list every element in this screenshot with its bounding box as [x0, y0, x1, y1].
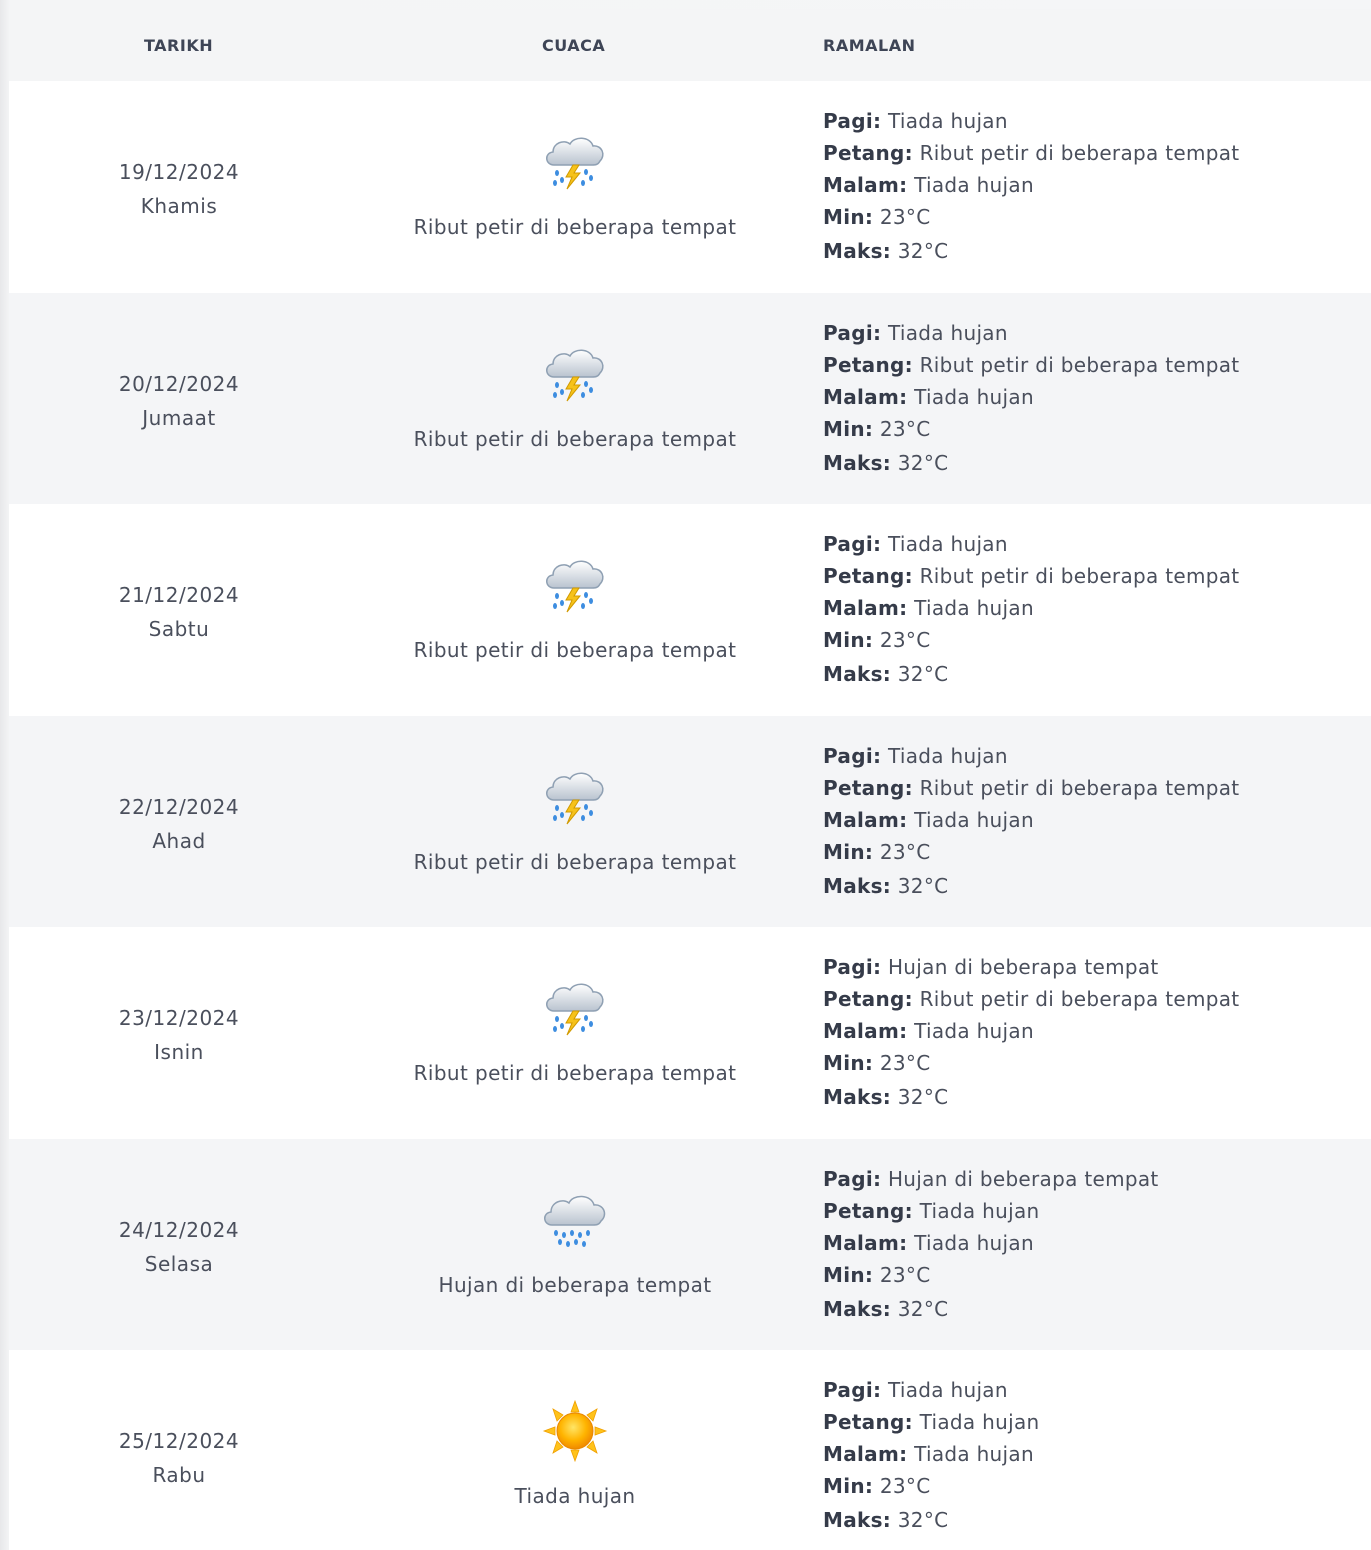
- night-label: Malam:: [823, 596, 908, 620]
- date-cell: [79, 1213, 279, 1281]
- weather-label: Ribut petir di beberapa tempat: [413, 1061, 737, 1085]
- header-forecast: RAMALAN: [823, 36, 916, 55]
- min-label: Min:: [823, 628, 874, 652]
- forecast-morning: [823, 317, 1363, 349]
- date-text: 25/12/2024: [118, 1429, 240, 1453]
- min-value: 23°C: [879, 1474, 931, 1498]
- afternoon-value: Ribut petir di beberapa tempat: [919, 564, 1240, 588]
- weather-cell: [379, 554, 771, 662]
- afternoon-value: Tiada hujan: [919, 1198, 1040, 1223]
- forecast-afternoon: [823, 983, 1363, 1015]
- min-label: Min:: [823, 416, 874, 441]
- night-value: Tiada hujan: [914, 1230, 1034, 1255]
- max-value: 32°C: [897, 873, 949, 898]
- min-value: 23°C: [879, 1051, 931, 1075]
- max-value: 32°C: [897, 1085, 949, 1109]
- afternoon-label: Petang:: [823, 1198, 913, 1223]
- max-label: Maks:: [823, 450, 892, 475]
- rain-cloud-icon: [540, 1189, 610, 1251]
- min-label: Min:: [823, 205, 874, 229]
- max-value: 32°C: [897, 450, 949, 475]
- afternoon-value: Ribut petir di beberapa tempat: [919, 775, 1240, 800]
- date-cell: [79, 367, 279, 435]
- night-label: Malam:: [823, 384, 908, 409]
- afternoon-value: Ribut petir di beberapa tempat: [919, 987, 1240, 1011]
- morning-value: Tiada hujan: [887, 320, 1008, 345]
- forecast-night: [823, 381, 1363, 413]
- thunderstorm-icon: [540, 977, 610, 1039]
- date-text: 21/12/2024: [118, 583, 240, 607]
- afternoon-label: Petang:: [823, 1410, 913, 1434]
- day-name: Isnin: [154, 1040, 204, 1064]
- weather-cell: [379, 343, 771, 451]
- table-row: [9, 504, 1371, 716]
- header-weather: CUACA: [542, 36, 606, 55]
- forecast-max: [823, 1504, 1363, 1536]
- max-label: Maks:: [823, 1085, 892, 1109]
- date-text: 20/12/2024: [118, 371, 240, 396]
- forecast-morning: [823, 528, 1363, 560]
- forecast-night: [823, 1438, 1363, 1470]
- forecast-morning: [823, 951, 1363, 983]
- header-date: TARIKH: [144, 36, 214, 55]
- morning-value: Tiada hujan: [887, 1378, 1008, 1402]
- min-value: 23°C: [879, 205, 931, 229]
- min-label: Min:: [823, 1474, 874, 1498]
- forecast-cell: [823, 317, 1363, 479]
- forecast-max: [823, 870, 1363, 902]
- night-label: Malam:: [823, 1230, 908, 1255]
- afternoon-label: Petang:: [823, 564, 913, 588]
- forecast-min: [823, 1047, 1363, 1079]
- min-value: 23°C: [879, 416, 931, 441]
- max-value: 32°C: [897, 662, 949, 686]
- forecast-afternoon: [823, 349, 1363, 381]
- forecast-morning: [823, 1163, 1363, 1195]
- date-text: 22/12/2024: [118, 794, 240, 819]
- afternoon-label: Petang:: [823, 987, 913, 1011]
- table-header: [9, 9, 1371, 81]
- night-value: Tiada hujan: [914, 384, 1034, 409]
- forecast-max: [823, 447, 1363, 479]
- forecast-night: [823, 1227, 1363, 1259]
- forecast-cell: [823, 1374, 1363, 1536]
- thunderstorm-icon: [540, 766, 610, 828]
- min-value: 23°C: [879, 628, 931, 652]
- afternoon-label: Petang:: [823, 775, 913, 800]
- night-label: Malam:: [823, 1019, 908, 1043]
- forecast-morning: [823, 105, 1363, 137]
- forecast-afternoon: [823, 1195, 1363, 1227]
- afternoon-value: Ribut petir di beberapa tempat: [919, 141, 1240, 165]
- forecast-max: [823, 1293, 1363, 1325]
- forecast-night: [823, 169, 1363, 201]
- min-label: Min:: [823, 1262, 874, 1287]
- table-row: [9, 1350, 1371, 1550]
- day-name: Khamis: [140, 194, 218, 218]
- weather-cell: [379, 1400, 771, 1508]
- min-value: 23°C: [879, 1262, 931, 1287]
- night-value: Tiada hujan: [914, 596, 1034, 620]
- forecast-night: [823, 1015, 1363, 1047]
- morning-label: Pagi:: [823, 955, 882, 979]
- date-cell: [79, 578, 279, 646]
- forecast-morning: [823, 1374, 1363, 1406]
- max-label: Maks:: [823, 1508, 892, 1532]
- morning-value: Tiada hujan: [887, 109, 1008, 133]
- weather-label: Ribut petir di beberapa tempat: [413, 638, 737, 662]
- weather-label: Ribut petir di beberapa tempat: [413, 215, 737, 239]
- forecast-min: [823, 624, 1363, 656]
- max-label: Maks:: [823, 873, 892, 898]
- afternoon-label: Petang:: [823, 141, 913, 165]
- day-name: Selasa: [144, 1251, 214, 1276]
- weather-label: Hujan di beberapa tempat: [438, 1272, 712, 1297]
- thunderstorm-icon: [540, 343, 610, 405]
- min-label: Min:: [823, 839, 874, 864]
- date-cell: [79, 790, 279, 858]
- max-label: Maks:: [823, 662, 892, 686]
- forecast-max: [823, 658, 1363, 690]
- forecast-afternoon: [823, 772, 1363, 804]
- day-name: Jumaat: [142, 405, 216, 430]
- night-value: Tiada hujan: [914, 1019, 1034, 1043]
- table-row: [9, 1139, 1371, 1351]
- forecast-min: [823, 201, 1363, 233]
- forecast-morning: [823, 740, 1363, 772]
- table-row: [9, 293, 1371, 505]
- sun-icon: [540, 1400, 610, 1462]
- night-value: Tiada hujan: [914, 807, 1034, 832]
- weather-cell: [379, 766, 771, 874]
- afternoon-label: Petang:: [823, 352, 913, 377]
- min-value: 23°C: [879, 839, 931, 864]
- forecast-min: [823, 1470, 1363, 1502]
- weather-label: Ribut petir di beberapa tempat: [413, 426, 737, 451]
- night-label: Malam:: [823, 807, 908, 832]
- morning-value: Hujan di beberapa tempat: [887, 1166, 1159, 1191]
- forecast-night: [823, 592, 1363, 624]
- forecast-cell: [823, 1163, 1363, 1325]
- date-cell: [79, 155, 279, 223]
- table-row: [9, 716, 1371, 928]
- max-value: 32°C: [897, 1296, 949, 1321]
- date-text: 23/12/2024: [118, 1006, 240, 1030]
- date-cell: [79, 1424, 279, 1492]
- thunderstorm-icon: [540, 554, 610, 616]
- forecast-afternoon: [823, 1406, 1363, 1438]
- date-text: 19/12/2024: [118, 160, 240, 184]
- night-value: Tiada hujan: [914, 173, 1034, 197]
- afternoon-value: Tiada hujan: [919, 1410, 1040, 1434]
- morning-label: Pagi:: [823, 1166, 882, 1191]
- morning-value: Tiada hujan: [887, 532, 1008, 556]
- day-name: Rabu: [152, 1463, 206, 1487]
- date-cell: [79, 1001, 279, 1069]
- morning-label: Pagi:: [823, 1378, 882, 1402]
- forecast-min: [823, 836, 1363, 868]
- morning-label: Pagi:: [823, 532, 882, 556]
- forecast-afternoon: [823, 560, 1363, 592]
- forecast-night: [823, 804, 1363, 836]
- afternoon-value: Ribut petir di beberapa tempat: [919, 352, 1240, 377]
- weather-label: Tiada hujan: [514, 1484, 636, 1508]
- forecast-cell: [823, 951, 1363, 1113]
- forecast-cell: [823, 528, 1363, 690]
- forecast-max: [823, 1081, 1363, 1113]
- weather-cell: [379, 1189, 771, 1297]
- weather-cell: [379, 131, 771, 239]
- table-row: [9, 927, 1371, 1139]
- date-text: 24/12/2024: [118, 1217, 240, 1242]
- morning-label: Pagi:: [823, 320, 882, 345]
- weather-label: Ribut petir di beberapa tempat: [413, 849, 737, 874]
- min-label: Min:: [823, 1051, 874, 1075]
- max-value: 32°C: [897, 239, 949, 263]
- thunderstorm-icon: [540, 131, 610, 193]
- night-label: Malam:: [823, 1442, 908, 1466]
- max-label: Maks:: [823, 1296, 892, 1321]
- night-label: Malam:: [823, 173, 908, 197]
- forecast-min: [823, 1259, 1363, 1291]
- morning-label: Pagi:: [823, 109, 882, 133]
- max-label: Maks:: [823, 239, 892, 263]
- weather-cell: [379, 977, 771, 1085]
- forecast-min: [823, 413, 1363, 445]
- forecast-max: [823, 235, 1363, 267]
- forecast-table: [9, 9, 1371, 1550]
- morning-value: Hujan di beberapa tempat: [887, 955, 1159, 979]
- table-row: [9, 81, 1371, 293]
- night-value: Tiada hujan: [914, 1442, 1034, 1466]
- day-name: Sabtu: [148, 617, 210, 641]
- table-body: [9, 81, 1371, 1550]
- forecast-cell: [823, 105, 1363, 267]
- morning-value: Tiada hujan: [887, 743, 1008, 768]
- day-name: Ahad: [152, 828, 206, 853]
- morning-label: Pagi:: [823, 743, 882, 768]
- forecast-cell: [823, 740, 1363, 902]
- max-value: 32°C: [897, 1508, 949, 1532]
- forecast-afternoon: [823, 137, 1363, 169]
